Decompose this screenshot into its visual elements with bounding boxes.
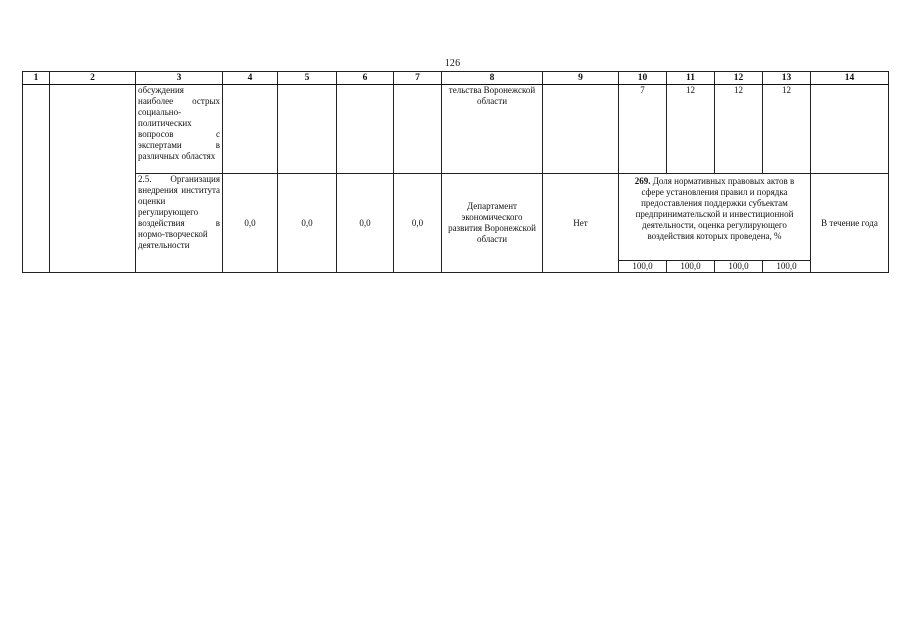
table-row [23,85,889,174]
col-header-4: 4 [223,72,278,85]
cell-col3-continuation: обсуждения наиболее острых социально-политических вопросов с экспертами в различных областях [136,85,223,174]
col-header-8: 8 [442,72,543,85]
col-header-13: 13 [763,72,811,85]
cell-col6 [337,85,394,174]
col-header-6: 6 [337,72,394,85]
cell-col10-value: 7 [619,85,667,174]
cell-col14 [811,85,889,174]
cell-col7 [394,85,442,174]
indicator-number: 269. [634,176,651,186]
col-header-1: 1 [23,72,50,85]
indicator-value-col11: 100,0 [667,261,715,273]
col-header-9: 9 [543,72,619,85]
column-number-row [23,72,889,85]
col-header-7: 7 [394,72,442,85]
col-header-11: 11 [667,72,715,85]
cell-col9 [543,85,619,174]
cell-col8-continuation: тельства Воронежской области [442,85,543,174]
cell-col11-value: 12 [667,85,715,174]
indicator-value-col10: 100,0 [619,261,667,273]
col-header-12: 12 [715,72,763,85]
cell-col12-value: 12 [715,85,763,174]
col-header-14: 14 [811,72,889,85]
col-header-10: 10 [619,72,667,85]
indicator-description [619,174,811,261]
cell-activity-name: 2.5. Организация внедрения института оценки регулирующего воздействия в нормо-творческой деятельности [136,174,223,273]
cell-col2 [50,85,136,273]
cell-col9-value: Нет [543,174,619,273]
table-row [23,174,889,261]
cell-executor: Департамент экономического развития Воронежской области [442,174,543,273]
cell-funding-col5: 0,0 [278,174,337,273]
cell-col5 [278,85,337,174]
cell-deadline: В течение года [811,174,889,273]
cell-funding-col4: 0,0 [223,174,278,273]
cell-col1 [23,85,50,273]
col-header-3: 3 [136,72,223,85]
page-number: 126 [444,58,461,69]
col-header-2: 2 [50,72,136,85]
col-header-5: 5 [278,72,337,85]
program-table [22,71,889,273]
cell-col13-value: 12 [763,85,811,174]
cell-funding-col6: 0,0 [337,174,394,273]
indicator-text: Доля нормативных правовых актов в сфере установления правил и порядка предоставления поддержки субъектам предпринимательской и инвестиционной деятельности, оценка регулирующего воздействия которых проведена, % [635,176,795,241]
indicator-value-col13: 100,0 [763,261,811,273]
cell-funding-col7: 0,0 [394,174,442,273]
cell-col4 [223,85,278,174]
indicator-value-col12: 100,0 [715,261,763,273]
